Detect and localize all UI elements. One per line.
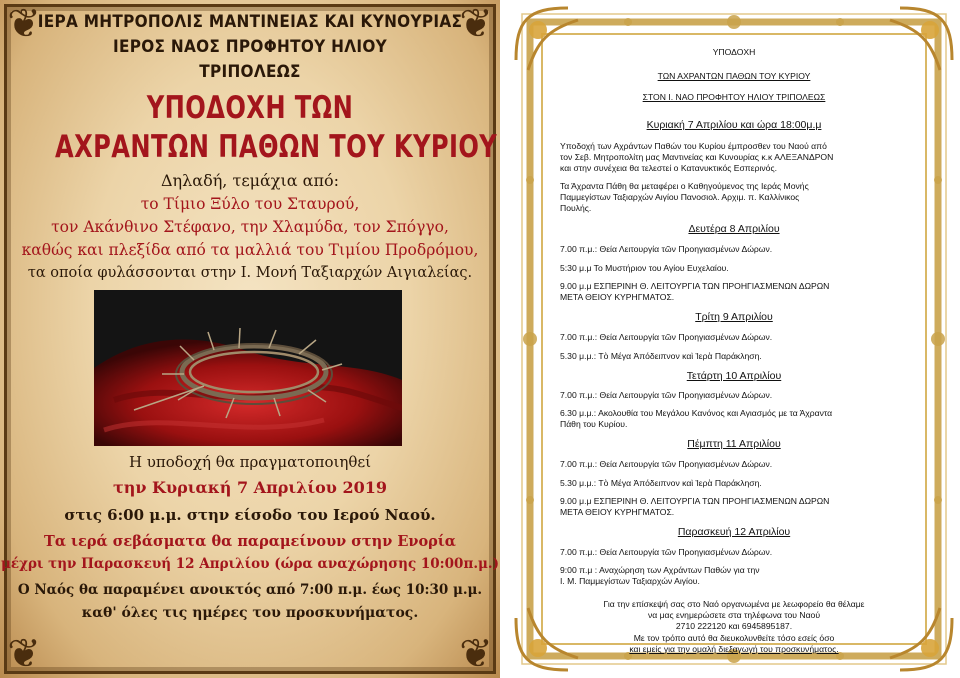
footer-line: Με τον τρόπο αυτό θα διευκολυνθείτε τόσο εσείς όσο <box>633 633 835 643</box>
sunday-text: Πουλής. <box>560 203 592 213</box>
relics-intro: Δηλαδή, τεμάχια από: <box>160 171 340 190</box>
tuesday-heading: Τρίτη 9 Απριλίου <box>695 311 773 323</box>
schedule-item: 9.00 μ.μ ΕΣΠΕΡΙΝΗ Θ. ΛΕΙΤΟΥΡΓΙΑ ΤΩΝ ΠΡΟΗΓΙΑΣΜΕΝΩΝ ΔΩΡΩΝ <box>560 281 830 291</box>
schedule-item: 7.00 π.μ.: Θεία Λειτουργία τῶν Προηγιασμένων Δώρων. <box>560 547 773 557</box>
schedule-title-line-3: ΣΤΟΝ Ι. ΝΑΟ ΠΡΟΦΗΤΟΥ ΗΛΙΟΥ ΤΡΙΠΟΛΕΩΣ <box>642 92 826 102</box>
reception-line: Η υποδοχή θα πραγματοποιηθεί <box>128 453 372 471</box>
reception-date: την Κυριακή 7 Απριλίου 2019 <box>112 478 387 497</box>
corner-ornament-icon: ❦ <box>7 1 41 47</box>
schedule-item: 5:30 μ.μ Το Μυστήριον του Αγίου Ευχελαίου. <box>560 263 729 273</box>
stay-line-1: Τα ιερά σεβάσματα θα παραμείνουν στην Ενορία <box>44 533 456 550</box>
schedule-item: ΜΕΤΑ ΘΕΙΟΥ ΚΥΡΗΓΜΑΤΟΣ. <box>560 292 675 302</box>
wednesday-heading: Τετάρτη 10 Απριλίου <box>686 370 782 382</box>
schedule-item: 7.00 π.μ.: Θεία Λειτουργία τῶν Προηγιασμένων Δώρων. <box>560 390 773 400</box>
main-title-line-2: ΑΧΡΑΝΤΩΝ ΠΑΘΩΝ ΤΟΥ ΚΥΡΙΟΥ <box>55 129 498 165</box>
main-title-line-1: ΥΠΟΔΟΧΗ ΤΩΝ <box>146 90 354 126</box>
church-heading: ΙΕΡΟΣ ΝΑΟΣ ΠΡΟΦΗΤΟΥ ΗΛΙΟΥ <box>112 37 388 57</box>
thursday-heading: Πέμπτη 11 Απριλίου <box>687 438 781 450</box>
right-poster <box>508 0 960 678</box>
sunday-text: Παμμεγίστων Ταξιαρχών Αιγίου Πανοσιολ. Αρχιμ. π. Καλλίνικος <box>560 192 800 202</box>
schedule-item: 7.00 π.μ.: Θεία Λειτουργία τῶν Προηγιασμένων Δώρων. <box>560 244 773 254</box>
schedule-item: 6.30 μ.μ.: Ακολουθία του Μεγάλου Κανόνος και Αγιασμός με τα Άχραντα <box>560 408 833 418</box>
schedule-title-line-1: ΥΠΟΔΟΧΗ <box>712 47 756 57</box>
sunday-text: και στην συνέχεια θα τελεστεί ο Κατανυκτικός Εσπερινός. <box>560 163 777 173</box>
relic-line: τον Ακάνθινο Στέφανο, την Χλαμύδα, τον Σπόγγο, <box>51 218 449 236</box>
corner-ornament-icon: ❦ <box>7 631 41 677</box>
footer-line: και εμείς για την ομαλή διεξαγωγή του προσκυνήματος. <box>629 644 839 654</box>
opening-hours-line-2: καθ' όλες τις ημέρες του προσκυνήματος. <box>81 605 419 621</box>
footer-line: Για την επίσκεψή σας στο Ναό οργανωμένα με λεωφορείο θα θέλαμε <box>603 599 865 609</box>
footer-line: να μας ενημερώσετε στα τηλέφωνα του Ναού <box>647 610 821 620</box>
opening-hours-line-1: Ο Ναός θα παραμένει ανοικτός από 7:00 π.μ. έως 10:30 μ.μ. <box>17 582 483 598</box>
relic-line: καθώς και πλεξίδα από τα μαλλιά του Τιμίου Προδρόμου, <box>21 241 479 259</box>
reception-time: στις 6:00 μ.μ. στην είσοδο του Ιερού Ναού. <box>64 506 436 524</box>
city-heading: ΤΡΙΠΟΛΕΩΣ <box>199 62 301 82</box>
stay-line-2: μέχρι την Παρασκευή 12 Απριλίου (ώρα αναχώρησης 10:00π.μ.) <box>0 556 499 572</box>
schedule-item: 9:00 π.μ : Αναχώρηση των Αχράντων Παθών για την <box>560 565 760 575</box>
relic-line: το Τίμιο Ξύλο του Σταυρού, <box>140 195 360 213</box>
schedule-item: ΜΕΤΑ ΘΕΙΟΥ ΚΥΡΗΓΜΑΤΟΣ. <box>560 507 675 517</box>
sunday-text: Τα Άχραντα Πάθη θα μεταφέρει ο Καθηγούμενος της Ιεράς Μονής <box>560 181 809 191</box>
friday-heading: Παρασκευή 12 Απριλίου <box>677 526 791 538</box>
schedule-item: 5.30 μ.μ.: Τὸ Μέγα Ἀπόδειπνον καὶ Ἱερὰ Παράκληση. <box>560 351 762 361</box>
schedule-item: 7.00 π.μ.: Θεία Λειτουργία τῶν Προηγιασμένων Δώρων. <box>560 459 773 469</box>
schedule-item: 5.30 μ.μ.: Τὸ Μέγα Ἀπόδειπνον καὶ Ἱερὰ Παράκληση. <box>560 478 762 488</box>
schedule-item: 9.00 μ.μ ΕΣΠΕΡΙΝΗ Θ. ΛΕΙΤΟΥΡΓΙΑ ΤΩΝ ΠΡΟΗΓΙΑΣΜΕΝΩΝ ΔΩΡΩΝ <box>560 496 830 506</box>
schedule-title-line-2: ΤΩΝ ΑΧΡΑΝΤΩΝ ΠΑΘΩΝ ΤΟΥ ΚΥΡΙΟΥ <box>657 71 811 81</box>
footer-phone-line: 2710 222120 και 6945895187. <box>675 621 793 631</box>
sunday-text: τον Σεβ. Μητροπολίτη μας Μαντινείας και Κυνουρίας κ.κ ΑΛΕΞΑΝΔΡΟΝ <box>560 152 834 162</box>
kept-at-line: τα οποία φυλάσσονται στην Ι. Μονή Ταξιαρχών Αιγιαλείας. <box>27 265 473 281</box>
schedule-item: Πάθη του Κυρίου. <box>560 419 628 429</box>
corner-ornament-icon: ❦ <box>459 631 493 677</box>
monday-heading: Δευτέρα 8 Απριλίου <box>688 223 780 235</box>
metropolis-heading: ΙΕΡΑ ΜΗΤΡΟΠΟΛΙΣ ΜΑΝΤΙΝΕΙΑΣ ΚΑΙ ΚΥΝΟΥΡΙΑΣ <box>37 12 463 32</box>
schedule-item: 7.00 π.μ.: Θεία Λειτουργία τῶν Προηγιασμένων Δώρων. <box>560 332 773 342</box>
schedule-item: Ι. Μ. Παμμεγίστων Ταξιαρχών Αιγίου. <box>560 576 700 586</box>
sunday-heading: Κυριακή 7 Απριλίου και ώρα 18:00μ.μ <box>646 119 822 131</box>
crown-of-thorns-image <box>94 290 402 446</box>
sunday-text: Υποδοχή των Αχράντων Παθών του Κυρίου έμπροσθεν του Ναού από <box>560 141 827 151</box>
corner-ornament-icon: ❦ <box>459 1 493 47</box>
